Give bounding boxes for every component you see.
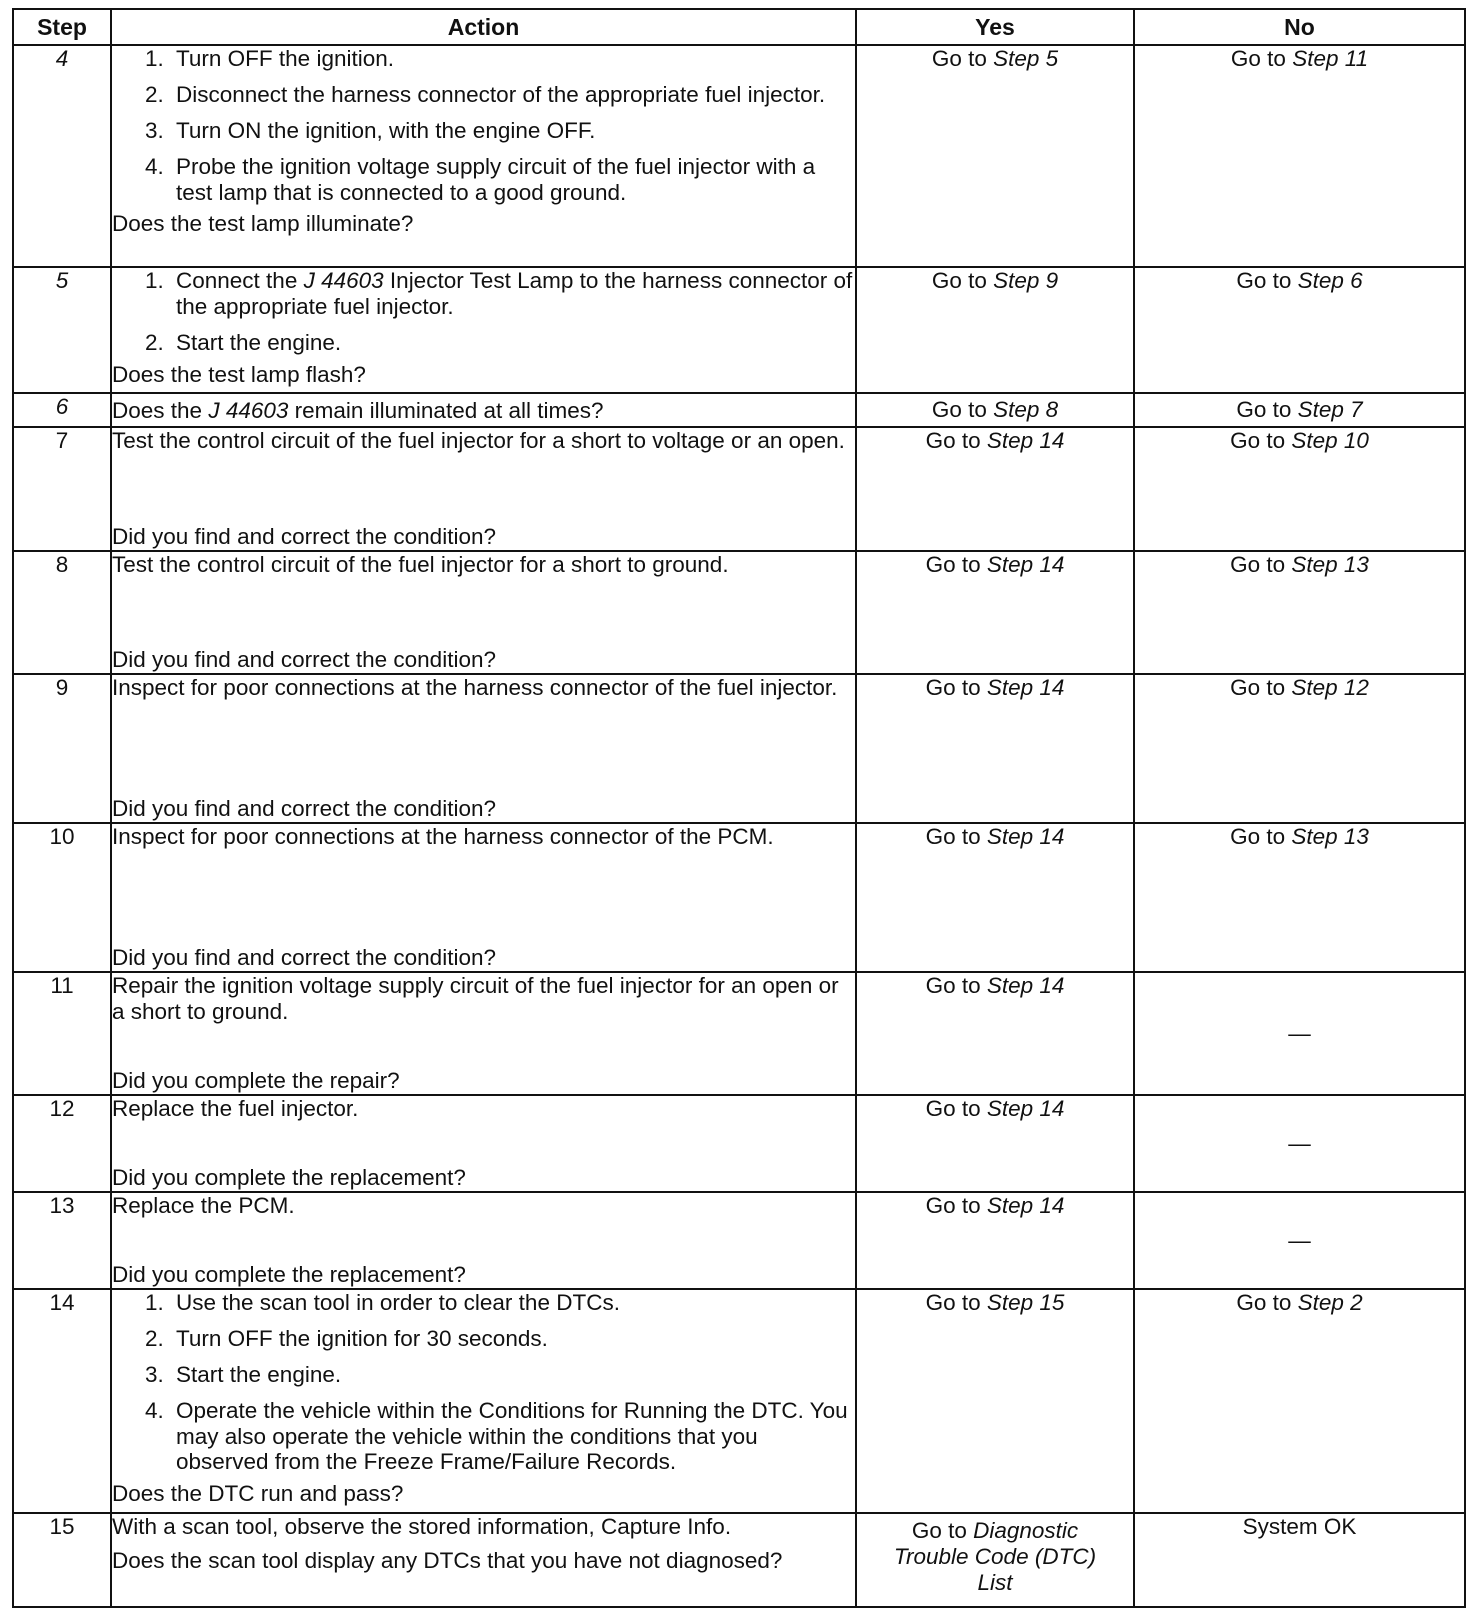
action-text: Replace the PCM. (112, 1193, 295, 1219)
action-cell: Does the J 44603 remain illuminated at all times? (111, 393, 856, 427)
step-number: 8 (13, 551, 111, 674)
action-step: 1. Turn OFF the ignition. (170, 46, 855, 72)
action-step: 3. Start the engine. (170, 1362, 855, 1388)
yes-cell: Go to Diagnostic Trouble Code (DTC) List (856, 1513, 1134, 1607)
question: Does the test lamp illuminate? (112, 211, 414, 237)
yes-cell: Go to Step 14 (856, 1095, 1134, 1192)
question: Did you find and correct the condition? (112, 646, 496, 672)
dash-mark: — (1288, 1020, 1311, 1046)
question: Does the test lamp flash? (112, 361, 366, 387)
yes-cell: Go to Step 5 (856, 45, 1134, 267)
question: Did you complete the replacement? (112, 1262, 466, 1288)
step-link: Step 12 (1291, 674, 1369, 700)
question: Did you complete the repair? (112, 1068, 400, 1094)
action-cell (111, 267, 856, 393)
table-row (13, 1289, 1465, 1513)
step-link: Step 15 (986, 1290, 1065, 1316)
table-row (13, 45, 1465, 267)
action-cell (111, 972, 856, 1095)
yes-cell: Go to Step 9 (856, 267, 1134, 393)
action-steps (112, 268, 855, 356)
table-row (13, 393, 1465, 427)
step-link: Step 13 (1291, 823, 1369, 849)
header-step: Step (13, 9, 111, 45)
step-number: 14 (13, 1289, 111, 1513)
yes-cell: Go to Step 14 (856, 674, 1134, 823)
step-number: 11 (13, 972, 111, 1095)
action-step: 4. Operate the vehicle within the Conditions for Running the DTC. You may also operate the vehicle within the conditions that you observed from the Freeze Frame/Failure Records. (170, 1398, 855, 1476)
action-step: 1. Use the scan tool in order to clear the DTCs. (170, 1290, 855, 1316)
no-cell: Go to Step 2 (1134, 1289, 1465, 1513)
step-link: Step 13 (1291, 551, 1369, 577)
step-link: Step 10 (1291, 428, 1369, 454)
header-no: No (1134, 9, 1465, 45)
yes-cell: Go to Step 14 (856, 551, 1134, 674)
dash-mark: — (1288, 1130, 1311, 1156)
action-step: 2. Start the engine. (170, 330, 855, 356)
yes-cell: Go to Step 14 (856, 427, 1134, 550)
step-link: Step 14 (986, 823, 1065, 849)
yes-cell: Go to Step 14 (856, 972, 1134, 1095)
table-row (13, 427, 1465, 550)
step-number: 4 (13, 45, 111, 267)
step-link: Step 2 (1297, 1290, 1363, 1316)
step-link: Step 14 (986, 973, 1065, 999)
question: Did you find and correct the condition? (112, 523, 496, 549)
action-text: Test the control circuit of the fuel injector for a short to voltage or an open. (112, 428, 845, 454)
action-text: Replace the fuel injector. (112, 1096, 359, 1122)
step-number: 6 (13, 393, 111, 427)
header-action: Action (111, 9, 856, 45)
no-cell: Go to Step 6 (1134, 267, 1465, 393)
action-text: With a scan tool, observe the stored information, Capture Info. (112, 1514, 732, 1540)
action-steps (112, 46, 855, 205)
step-link: Step 8 (993, 397, 1059, 423)
action-text: Test the control circuit of the fuel injector for a short to ground. (112, 551, 729, 577)
step-link: Step 6 (1297, 267, 1363, 293)
step-number: 13 (13, 1192, 111, 1289)
table-row (13, 1095, 1465, 1192)
step-number: 9 (13, 674, 111, 823)
step-link: Step 7 (1297, 397, 1363, 423)
diagnostic-table (12, 8, 1466, 1608)
step-link: Step 9 (993, 267, 1059, 293)
action-text: Inspect for poor connections at the harness connector of the fuel injector. (112, 674, 838, 700)
no-cell (1134, 1192, 1465, 1289)
action-cell (111, 551, 856, 674)
yes-cell: Go to Step 15 (856, 1289, 1134, 1513)
action-step: 4. Probe the ignition voltage supply circuit of the fuel injector with a test lamp that is connected to a good ground. (170, 154, 855, 206)
step-number: 10 (13, 823, 111, 972)
question: Did you find and correct the condition? (112, 796, 496, 822)
step-link: Step 14 (986, 1096, 1065, 1122)
no-cell (1134, 1095, 1465, 1192)
step-link: Step 5 (993, 46, 1059, 71)
no-cell: Go to Step 7 (1134, 393, 1465, 427)
action-cell (111, 427, 856, 550)
yes-cell: Go to Step 14 (856, 823, 1134, 972)
no-cell: Go to Step 12 (1134, 674, 1465, 823)
step-link: Step 14 (986, 674, 1065, 700)
dtc-list-link: Diagnostic Trouble Code (DTC) List (893, 1518, 1097, 1595)
step-link: Step 14 (986, 551, 1065, 577)
step-link: Step 14 (986, 428, 1065, 454)
no-cell: Go to Step 11 (1134, 45, 1465, 267)
action-step: 1. Connect the J 44603 Injector Test Lamp to the harness connector of the appropriate fuel injector. (170, 268, 855, 320)
step-link: Step 11 (1292, 46, 1369, 71)
no-cell: Go to Step 13 (1134, 551, 1465, 674)
step-number: 5 (13, 267, 111, 393)
table-row (13, 1513, 1465, 1607)
action-text: Inspect for poor connections at the harness connector of the PCM. (112, 823, 774, 849)
step-link: Step 14 (986, 1193, 1065, 1219)
action-cell (111, 45, 856, 267)
header-yes: Yes (856, 9, 1134, 45)
step-number: 12 (13, 1095, 111, 1192)
no-cell (1134, 972, 1465, 1095)
question: Does the scan tool display any DTCs that you have not diagnosed? (112, 1547, 783, 1573)
action-cell (111, 823, 856, 972)
step-number: 7 (13, 427, 111, 550)
yes-cell: Go to Step 8 (856, 393, 1134, 427)
table-row (13, 551, 1465, 674)
question: Did you complete the replacement? (112, 1165, 466, 1191)
table-row (13, 674, 1465, 823)
table-row (13, 267, 1465, 393)
action-cell (111, 1095, 856, 1192)
no-cell: Go to Step 10 (1134, 427, 1465, 550)
dash-mark: — (1288, 1227, 1311, 1253)
action-step: 2. Disconnect the harness connector of the appropriate fuel injector. (170, 82, 855, 108)
action-step: 2. Turn OFF the ignition for 30 seconds. (170, 1326, 855, 1352)
action-cell (111, 674, 856, 823)
action-steps (112, 1290, 855, 1475)
header-row (13, 9, 1465, 45)
action-text: Repair the ignition voltage supply circuit of the fuel injector for an open or a short to ground. (112, 973, 839, 1025)
table-row (13, 823, 1465, 972)
no-cell: System OK (1134, 1513, 1465, 1607)
step-number: 15 (13, 1513, 111, 1607)
action-cell (111, 1192, 856, 1289)
question: Does the DTC run and pass? (112, 1481, 404, 1507)
question: Did you find and correct the condition? (112, 945, 496, 971)
table-row (13, 1192, 1465, 1289)
action-cell (111, 1289, 856, 1513)
action-cell (111, 1513, 856, 1607)
table-row (13, 972, 1465, 1095)
no-cell: Go to Step 13 (1134, 823, 1465, 972)
yes-cell: Go to Step 14 (856, 1192, 1134, 1289)
action-step: 3. Turn ON the ignition, with the engine OFF. (170, 118, 855, 144)
